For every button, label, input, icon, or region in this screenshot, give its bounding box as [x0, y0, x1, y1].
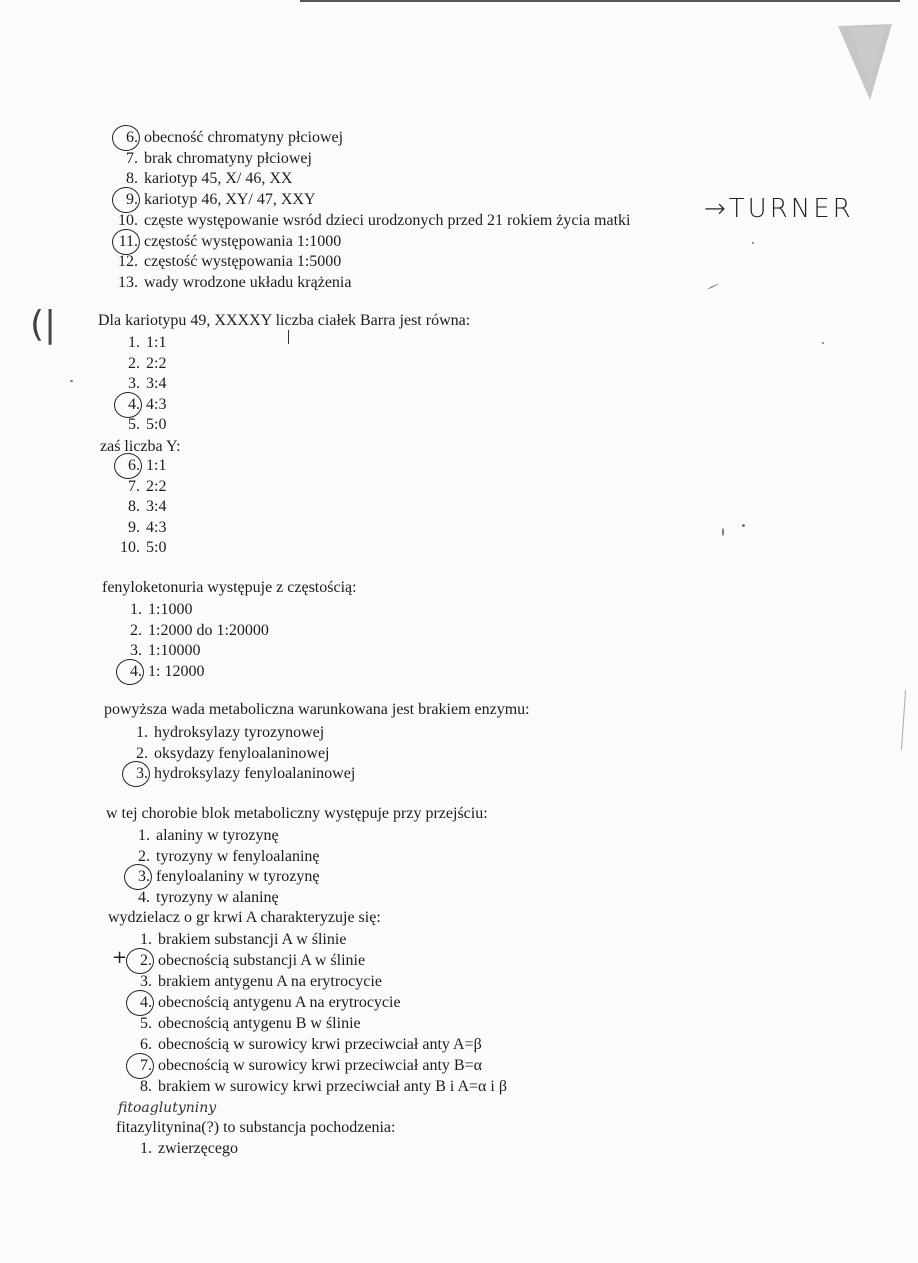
answer-text: brakiem antygenu A na erytrocycie — [158, 973, 382, 990]
answer-option — [130, 972, 382, 992]
answer-number: 2. — [136, 744, 148, 762]
answer-option — [130, 1056, 482, 1076]
question-text: Dla kariotypu 49, XXXXY liczba ciałek Barra jest równa: — [98, 312, 471, 329]
handwritten-turner-note: →TURNER — [704, 194, 854, 224]
answer-number: 3. — [130, 642, 142, 660]
answer-option — [116, 128, 343, 148]
answer-text: 4:3 — [146, 395, 167, 413]
answer-text: 2:2 — [146, 354, 167, 372]
answer-option — [130, 1035, 482, 1055]
answer-number: 1. — [136, 724, 148, 741]
answer-option — [116, 190, 316, 210]
question-text: fitazylitynina(?) to substancja pochodzenia: — [116, 1119, 396, 1136]
question-text: w tej chorobie blok metaboliczny występuje przy przejściu: — [106, 805, 488, 822]
answer-number: 2. — [128, 354, 140, 372]
answer-option — [126, 744, 330, 764]
folded-corner-mark — [836, 22, 896, 102]
answer-option — [130, 1014, 361, 1034]
answer-text: tyrozyny w alaninę — [156, 889, 279, 907]
answer-option — [116, 232, 341, 252]
answer-number: 1. — [140, 931, 152, 948]
answer-number: 8. — [126, 170, 138, 188]
answer-option — [130, 951, 365, 971]
scan-speck — [742, 524, 745, 527]
answer-number: 8. — [140, 1078, 152, 1095]
answer-text: hydroksylazy fenyloalaninowej — [154, 765, 356, 783]
answer-option — [120, 662, 204, 682]
answer-option — [130, 993, 401, 1013]
answer-option — [128, 847, 320, 867]
answer-text: 2:2 — [146, 477, 167, 495]
scan-edge-line — [901, 690, 906, 750]
answer-number: 1. — [128, 334, 140, 351]
circled-answer-number: 11. — [116, 232, 138, 252]
scan-speck — [707, 284, 718, 290]
answer-option — [116, 149, 312, 169]
answer-number: 1. — [140, 1140, 152, 1157]
scan-speck — [722, 528, 724, 536]
handwritten-bracket-mark: (| — [30, 304, 57, 345]
answer-number: 3. — [140, 973, 152, 990]
answer-number: 1. — [138, 827, 150, 844]
circled-answer-number: 3. — [126, 764, 148, 784]
answer-text: obecnością w surowicy krwi przeciwciał anty B=α — [158, 1057, 482, 1074]
scan-speck — [822, 342, 824, 344]
question-text: wydzielacz o gr krwi A charakteryzuje się: — [108, 909, 381, 926]
answer-option — [128, 867, 320, 887]
answer-text: kariotyp 45, X/ 46, XX — [144, 170, 293, 188]
answer-option — [120, 600, 192, 620]
answer-option — [130, 1077, 507, 1097]
answer-number: 9. — [128, 518, 140, 536]
answer-text: obecnością w surowicy krwi przeciwciał anty A=β — [158, 1036, 482, 1053]
answer-text: obecnością antygenu A na erytrocycie — [158, 994, 401, 1011]
answer-option — [128, 826, 279, 846]
answer-number: 12. — [118, 253, 138, 271]
answer-number: 1. — [130, 601, 142, 618]
answer-number: 8. — [128, 498, 140, 515]
answer-text: częstość występowania 1:1000 — [144, 232, 342, 250]
answer-option — [126, 764, 355, 784]
answer-number: 10. — [120, 539, 140, 556]
answer-text: brakiem substancji A w ślinie — [158, 931, 347, 948]
answer-number: 5. — [128, 416, 140, 433]
handwritten-plus-mark: + — [112, 947, 128, 968]
answer-option — [118, 497, 166, 517]
answer-text: 1:1 — [146, 334, 167, 351]
answer-option — [130, 1139, 238, 1159]
answer-number: 3. — [128, 375, 140, 392]
circled-answer-number: 6. — [116, 128, 138, 148]
answer-text: tyrozyny w fenyloalaninę — [156, 847, 320, 865]
handwritten-fitoaglutyniny-note: fitoaglutyniny — [118, 1100, 217, 1116]
answer-number: 2. — [130, 621, 142, 639]
answer-option — [118, 374, 166, 394]
answer-text: 1:2000 do 1:20000 — [148, 621, 269, 639]
answer-text: 1:1000 — [148, 601, 193, 618]
answer-text: 4:3 — [146, 518, 167, 536]
answer-text: kariotyp 46, XY/ 47, XXY — [144, 191, 316, 209]
answer-text: brak chromatyny płciowej — [144, 149, 312, 167]
answer-option — [118, 477, 166, 497]
answer-text: 5:0 — [146, 539, 167, 556]
scan-speck — [70, 380, 73, 382]
question-text: fenyloketonuria występuje z częstością: — [102, 579, 357, 596]
answer-option — [116, 252, 341, 272]
answer-option — [118, 456, 166, 476]
circled-answer-number: 2. — [130, 951, 152, 971]
answer-option — [118, 518, 166, 538]
answer-number: 5. — [140, 1015, 152, 1032]
answer-number: 10. — [118, 211, 138, 229]
answer-text: 1:10000 — [148, 642, 201, 660]
answer-text: hydroksylazy tyrozynowej — [154, 724, 325, 741]
answer-text: obecność chromatyny płciowej — [144, 129, 344, 146]
answer-text: brakiem w surowicy krwi przeciwciał anty B i A=α i β — [158, 1078, 508, 1095]
answer-text: częste występowanie wsród dzieci urodzonych przed 21 rokiem życia matki — [144, 211, 631, 229]
scan-top-edge-line — [300, 0, 900, 2]
answer-option — [116, 273, 351, 293]
circled-answer-number: 3. — [128, 867, 150, 887]
answer-option — [118, 333, 166, 353]
answer-option — [116, 169, 292, 189]
answer-option — [118, 538, 166, 558]
answer-text: obecnością antygenu B w ślinie — [158, 1015, 361, 1032]
answer-text: obecnością substancji A w ślinie — [158, 952, 366, 969]
answer-text: 3:4 — [146, 375, 167, 392]
answer-option — [118, 354, 166, 374]
answer-option — [120, 621, 269, 641]
circled-answer-number: 9. — [116, 190, 138, 210]
answer-number: 13. — [118, 273, 138, 291]
circled-answer-number: 4. — [120, 662, 142, 682]
answer-option — [118, 395, 166, 415]
answer-number: 2. — [138, 847, 150, 865]
answer-option — [130, 930, 346, 950]
answer-text: alaniny w tyrozynę — [156, 827, 279, 844]
answer-text: wady wrodzone układu krążenia — [144, 273, 352, 291]
answer-text: fenyloalaniny w tyrozynę — [156, 868, 320, 886]
answer-text: 5:0 — [146, 416, 167, 433]
circled-answer-number: 7. — [130, 1056, 152, 1076]
answer-number: 7. — [126, 149, 138, 167]
answer-option — [118, 415, 166, 435]
circled-answer-number: 4. — [118, 395, 140, 415]
answer-text: 1:1 — [146, 457, 167, 474]
circled-answer-number: 6. — [118, 456, 140, 476]
answer-number: 6. — [140, 1036, 152, 1053]
question-text: powyższa wada metaboliczna warunkowana jest brakiem enzymu: — [104, 701, 530, 718]
answer-text: 3:4 — [146, 498, 167, 515]
answer-option — [128, 888, 279, 908]
circled-answer-number: 4. — [130, 993, 152, 1013]
answer-text: oksydazy fenyloalaninowej — [154, 744, 330, 762]
answer-option — [116, 211, 630, 231]
question-text: zaś liczba Y: — [100, 438, 181, 455]
answer-text: częstość występowania 1:5000 — [144, 253, 342, 271]
answer-number: 4. — [138, 889, 150, 907]
answer-option — [126, 723, 324, 743]
answer-text: 1: 12000 — [148, 663, 205, 681]
answer-text: zwierzęcego — [158, 1140, 238, 1157]
handwritten-tick-mark — [288, 330, 289, 344]
answer-number: 7. — [128, 477, 140, 495]
scan-speck — [752, 242, 754, 244]
